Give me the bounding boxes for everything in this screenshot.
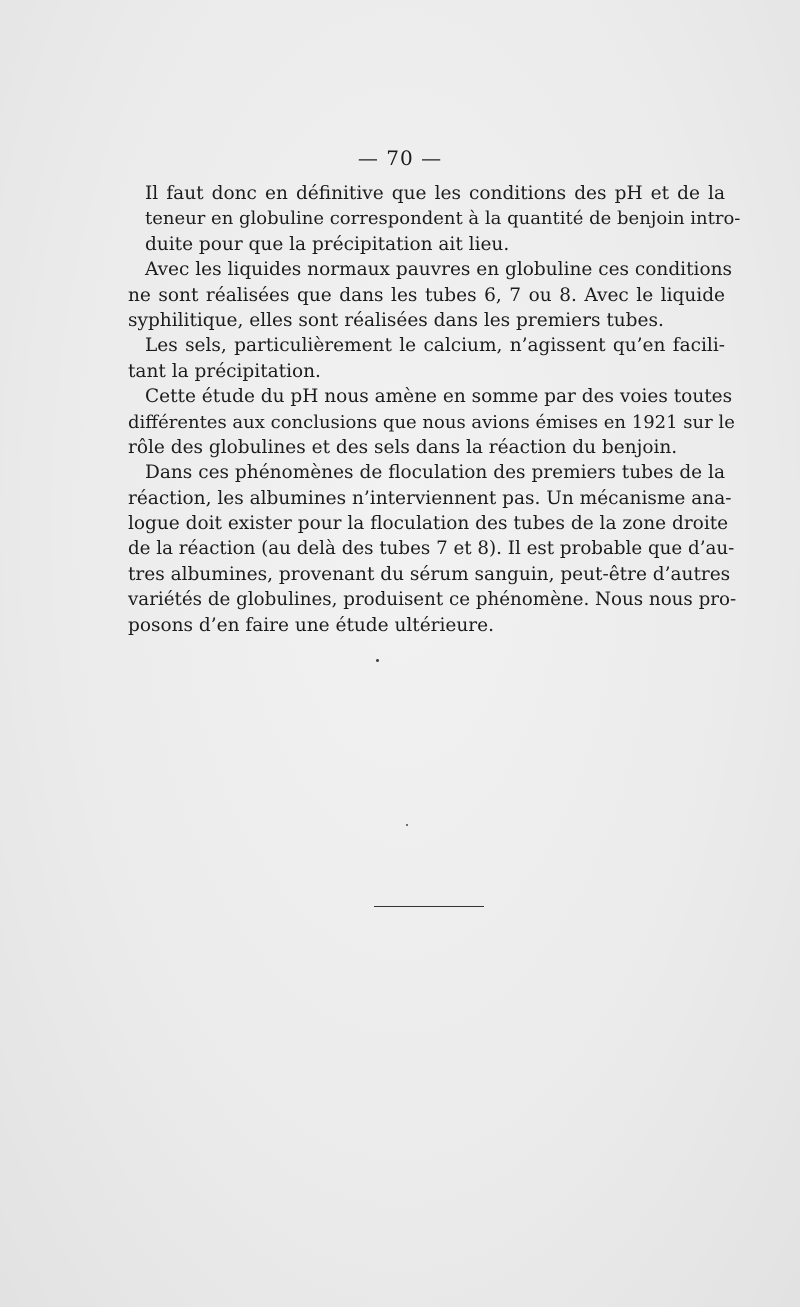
- text-line: duite pour que la précipitation ait lieu.: [145, 233, 510, 255]
- text-line: syphilitique, elles sont réalisées dans les premiers tubes.: [128, 309, 664, 331]
- text-line: Les sels, particulièrement le calcium, n’agissent qu’en facili-: [145, 335, 725, 357]
- text-line: logue doit exister pour la floculation des tubes de la zone droite: [128, 513, 729, 535]
- text-line: différentes aux conclusions que nous avions émises en 1921 sur le: [128, 411, 735, 433]
- text-line: variétés de globulines, produisent ce phénomène. Nous nous pro-: [128, 589, 737, 611]
- ink-speck: [376, 659, 379, 662]
- section-divider: [374, 906, 484, 907]
- text-line: posons d’en faire une étude ultérieure.: [128, 614, 494, 636]
- ink-speck: [406, 824, 408, 826]
- text-line: teneur en globuline correspondent à la quantité de benjoin intro-: [145, 208, 741, 230]
- text-line: ne sont réalisées que dans les tubes 6, 7 ou 8. Avec le liquide: [128, 284, 725, 306]
- text-line: tant la précipitation.: [128, 360, 321, 382]
- text-line: Dans ces phénomènes de floculation des premiers tubes de la: [145, 462, 725, 484]
- text-line: réaction, les albumines n’interviennent pas. Un mécanisme ana-: [128, 487, 732, 509]
- text-line: Avec les liquides normaux pauvres en globuline ces conditions: [145, 259, 732, 281]
- text-line: rôle des globulines et des sels dans la réaction du benjoin.: [128, 436, 678, 458]
- text-line: de la réaction (au delà des tubes 7 et 8). Il est probable que d’au-: [128, 538, 735, 560]
- text-line: Cette étude du pH nous amène en somme par des voies toutes: [145, 386, 733, 408]
- text-line: Il faut donc en définitive que les conditions des pH et de la: [145, 183, 725, 204]
- body-text: [128, 181, 741, 638]
- page-number: — 70 —: [357, 146, 443, 170]
- text-line: tres albumines, provenant du sérum sanguin, peut-être d’autres: [128, 563, 731, 585]
